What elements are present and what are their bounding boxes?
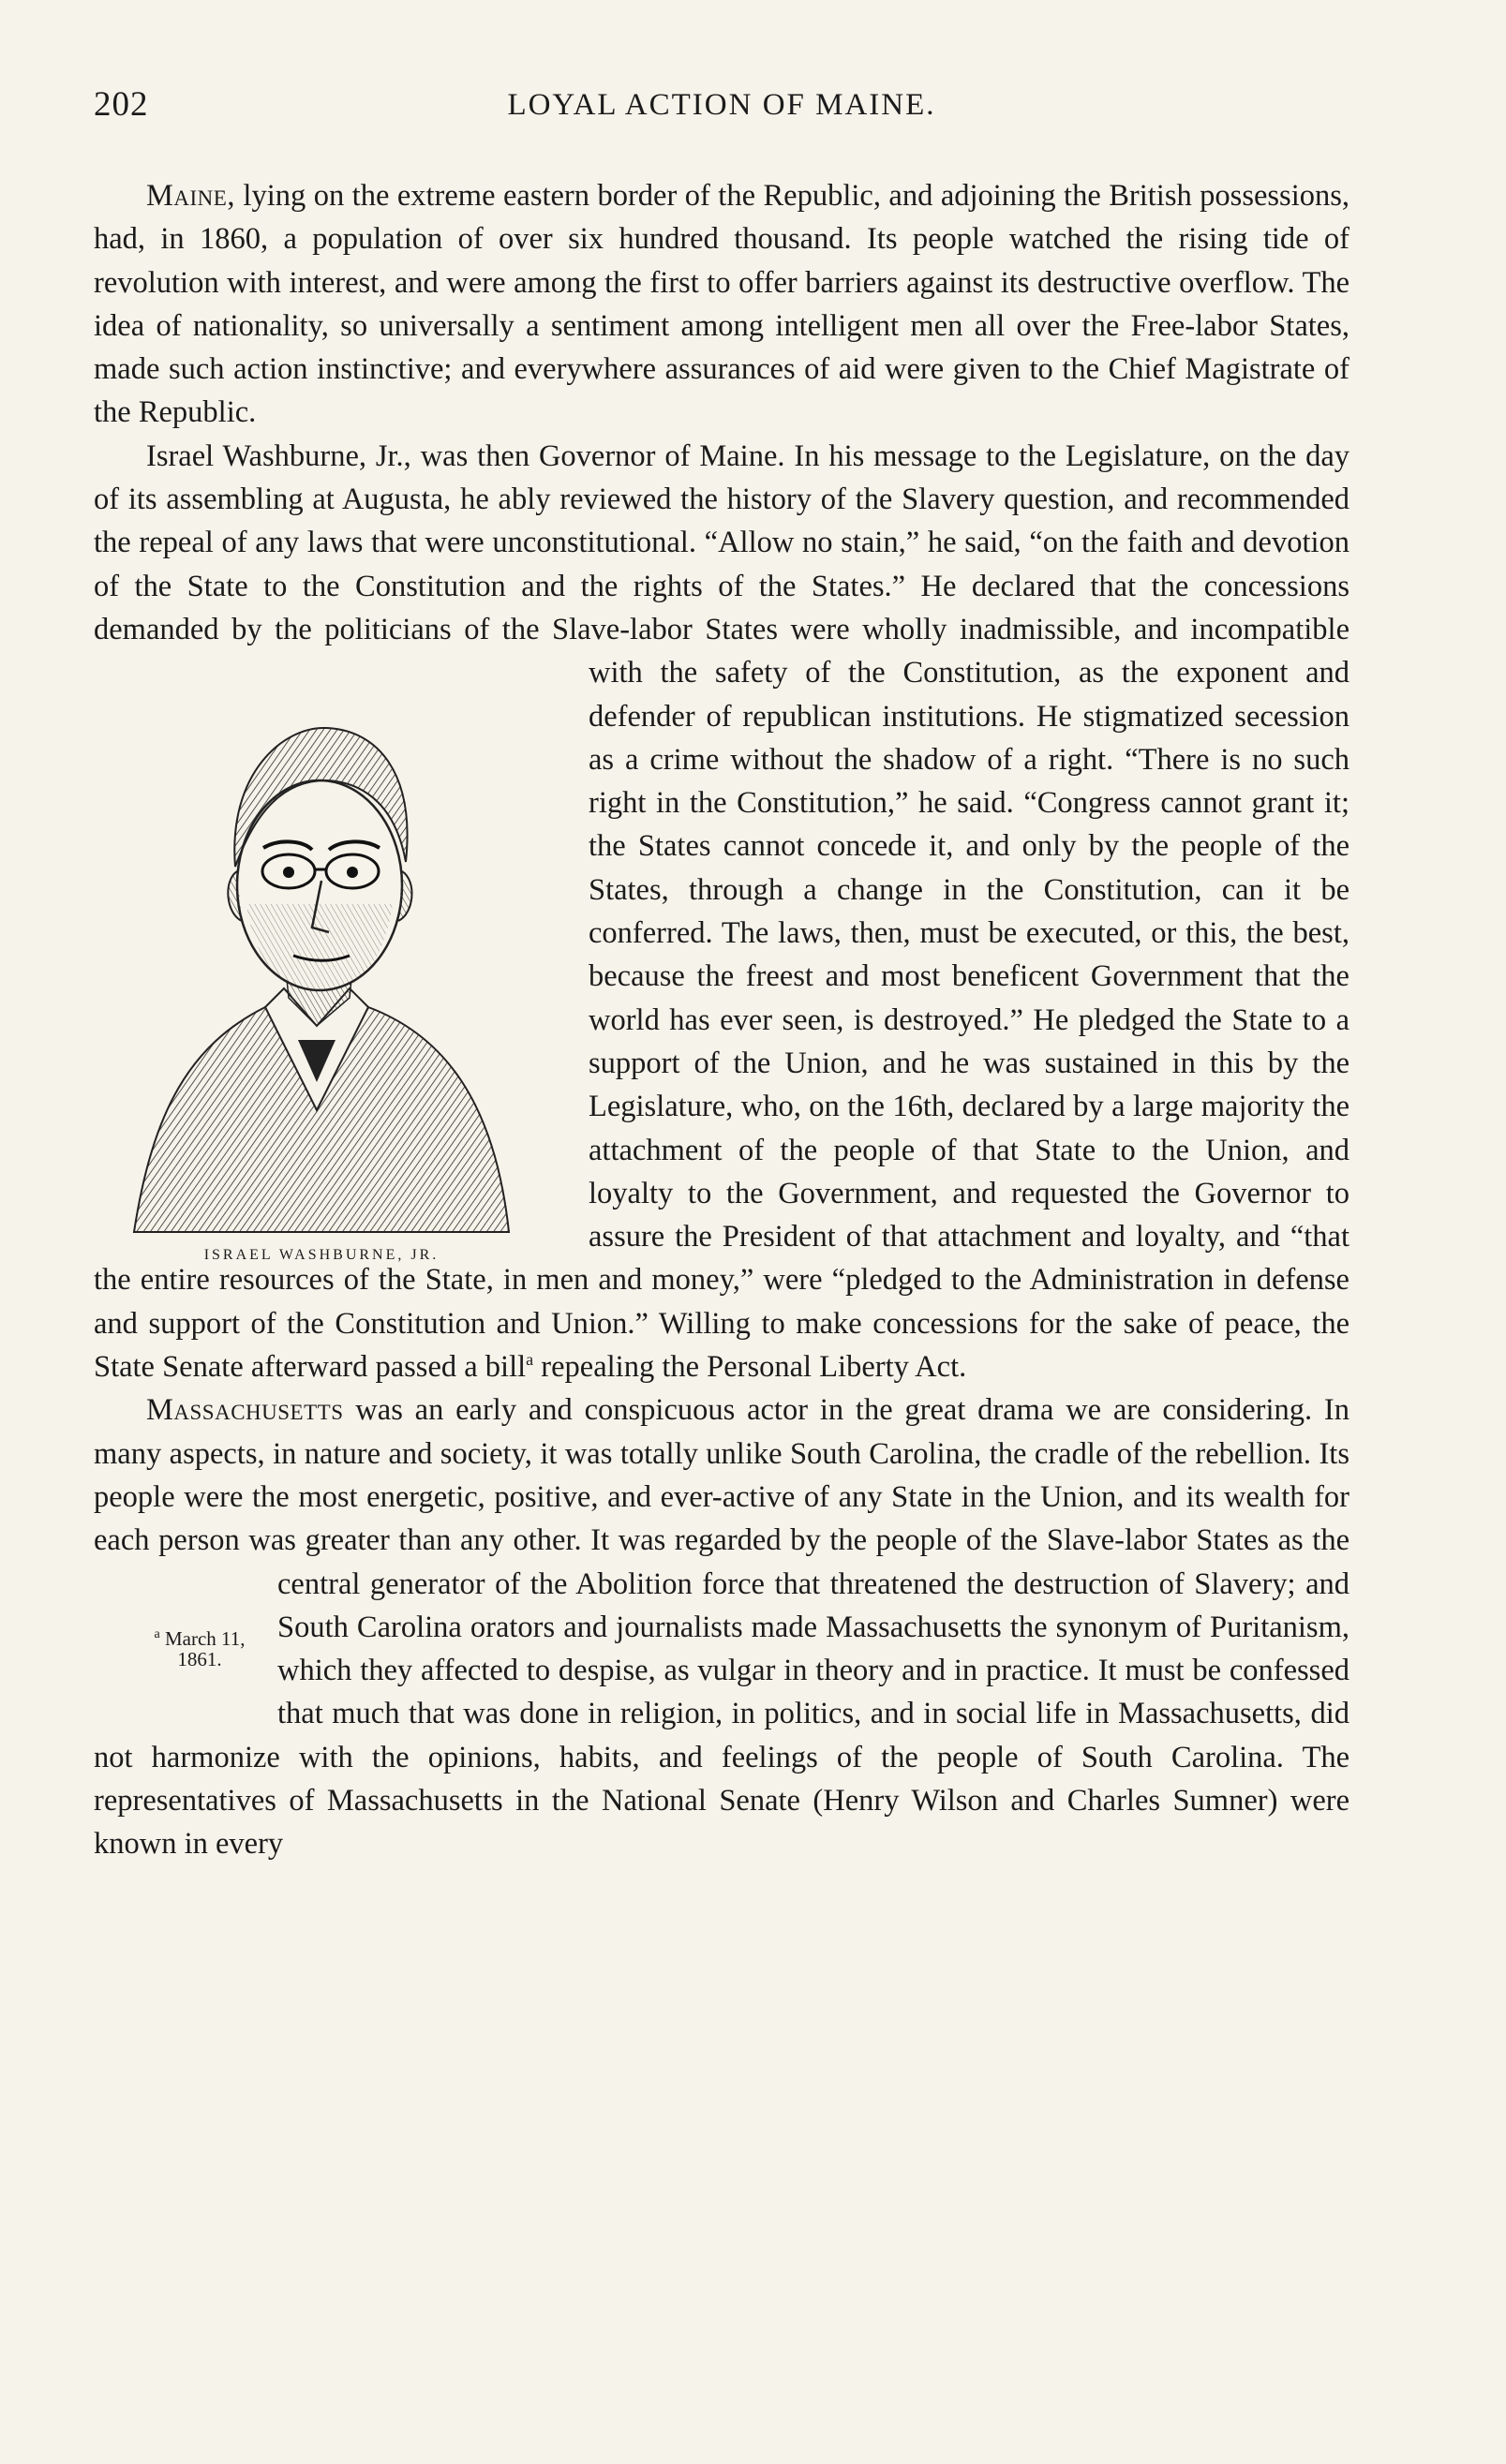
page-number: 202 — [94, 85, 149, 124]
margin-note-year: 1861. — [177, 1648, 222, 1670]
margin-note — [120, 1625, 279, 1670]
footnote-marker: a — [526, 1350, 534, 1370]
paragraph-massachusetts-text: was an early and conspicuous actor in the great drama we are considering. In many aspects, in nature and society, it was totally unlike South Carolina, the cradle of the rebellion. Its people were the most energetic, positive, and ever-active of any State in the Union, and its wealth for each person was greater than any other. It was regarded by the people of the Slave-labor States as the central generator of the Abolition force that threatened the destruction of Slavery; and South Carolina orators and journalists made Massachusetts the synonym of Puritanism, which they affected to despise, as vulgar in theory and in practice. It must be confessed that much that was done in religion, in politics, and in social life in Massachusetts, did not harmonize with the opinions, habits, and feelings of the people of South Carolina. The representatives of Massachusetts in the National Senate (Henry Wilson and Charles Sumner) were known in every — [94, 1393, 1349, 1862]
paragraph-washburne-text-a: Israel Washburne, Jr., was then Governor of Maine. In his message to the Legislature, on the day of its assembling at Augusta, he ably reviewed the history of the Slavery question, and recommended the repeal of any laws that were unconstitutional. “Allow no stain,” he said, “on the faith and devotion of the State to the Constitution and the rights of the States.” He declared that the concessions demanded by the politicians of the Slave-labor States were wholly inadmissible, and incompatible with the safety of the Constitution, as the exponent and defender of republican institutions. He stigmatized secession as a crime without the shadow of a right. “There is no such right in the Constitution,” he said. “Congress cannot grant it; the States cannot concede it, and only by the people of the States, through a change in the Constitution, can it be conferred. The laws, then, must be executed, or this, the best, because the freest and most beneficent Government that the world has ever seen, is destroyed.” He pledged the State to a support of the Union, and he was sustained in this by the Legislature, who, on the 16th, declared by a large majority the attachment of the people of that State to the Union, and loyalty to the Government, and requested the Governor to assure the President of that attachment and loyalty, and “that the entire resources of the State, in men and money,” were “pledged to the Administration in defense and support of the Constitution and Union.” Willing to make concessions for the sake of peace, the State Senate afterward passed a bill — [94, 438, 1349, 1385]
lead-word-maine: Maine, — [146, 179, 235, 213]
portrait-figure — [111, 670, 532, 1269]
paragraph-maine-text: lying on the extreme eastern border of the Republic, and adjoining the British possessions, had, in 1860, a population of over six hundred thousand. Its people watched the rising tide of revolution with interest, and were among the first to offer barriers against its destructive overflow. The idea of nationality, so universally a sentiment among intelligent men all over the Free-labor States, made such action instinctive; and everywhere assurances of aid were given to the Chief Magistrate of the Republic. — [94, 179, 1349, 430]
paragraph-massachusetts — [94, 1388, 1349, 1865]
portrait-caption: ISRAEL WASHBURNE, JR. — [203, 1247, 440, 1263]
paragraph-washburne-text-b: repealing the Personal Liberty Act. — [533, 1350, 967, 1385]
paragraph-maine — [94, 174, 1349, 435]
page-header — [94, 84, 1349, 141]
portrait-icon — [125, 670, 518, 1241]
margin-note-date: March 11, — [164, 1627, 246, 1650]
running-title: LOYAL ACTION OF MAINE. — [507, 88, 936, 122]
margin-note-marker: a — [154, 1627, 160, 1641]
lead-word-massachusetts: Massachusetts — [146, 1393, 344, 1428]
